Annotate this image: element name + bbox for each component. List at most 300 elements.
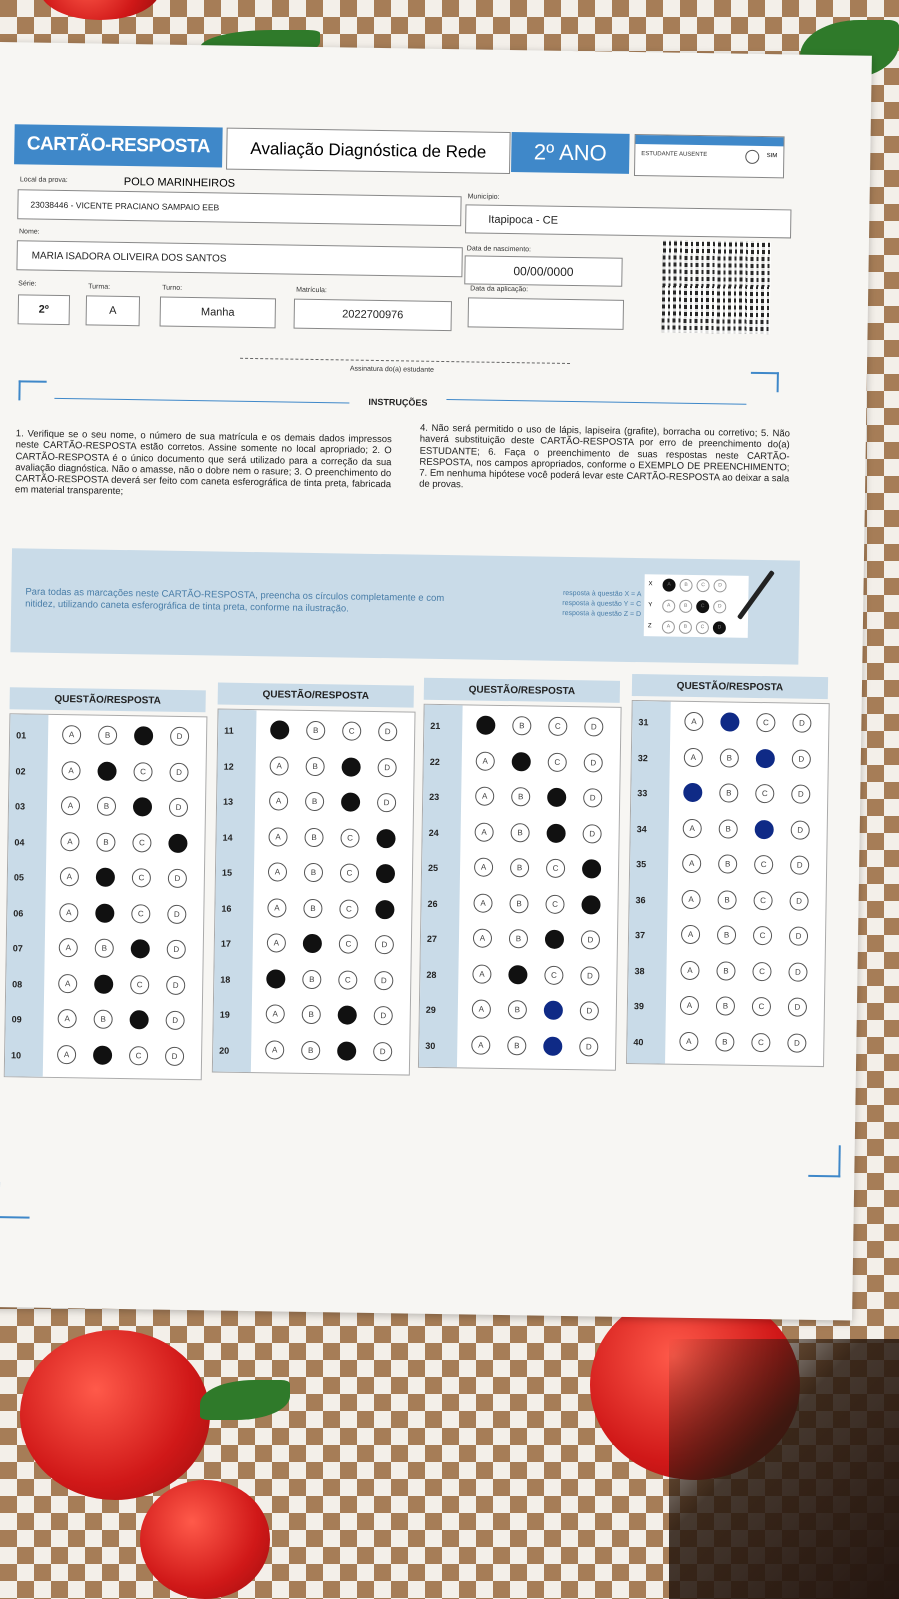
answer-bubble-d[interactable]: D xyxy=(168,869,187,888)
question-number: 29 xyxy=(425,1004,436,1015)
question-row xyxy=(420,957,617,996)
question-number: 02 xyxy=(15,765,26,776)
answer-bubble-a[interactable]: A xyxy=(270,756,289,775)
instructions-right: 4. Não será permitido o uso de lápis, lapiseira (grafite), borracha ou corretivo; 5. Não haverá substituição deste CARTÃO-RESPOSTA por erro de preenchimento do(a) ESTUDANTE; 6. Faça o preenchimento de suas respostas neste CARTÃO-RESPOSTA, nos campos apropriados, conforme o EXEMPLO DE PREENCHIMENTO; 7. Em nenhuma hipótese você poderá levar este CARTÃO-RESPOSTA ao deixar a sala de provas. xyxy=(419,422,791,491)
serie-field xyxy=(18,294,70,325)
answer-bubble-c[interactable]: C xyxy=(339,934,358,953)
question-row xyxy=(630,812,827,851)
answer-bubble-c[interactable]: C xyxy=(544,965,563,984)
answer-bubble-b[interactable]: B xyxy=(717,890,736,909)
answer-bubble-c[interactable] xyxy=(338,1005,357,1024)
corner-mark xyxy=(751,372,779,392)
example-bubble: B xyxy=(679,620,692,633)
answer-bubble-c[interactable] xyxy=(755,819,774,838)
answer-bubble-d[interactable]: D xyxy=(167,940,186,959)
answer-bubble-d[interactable]: D xyxy=(378,758,397,777)
answer-bubble-d[interactable]: D xyxy=(166,975,185,994)
answer-bubble-a[interactable]: A xyxy=(267,933,286,952)
answer-bubble-b[interactable]: B xyxy=(512,716,531,735)
answer-bubble-b[interactable]: B xyxy=(509,929,528,948)
answer-bubble-a[interactable]: A xyxy=(475,822,494,841)
answer-bubble-a[interactable]: A xyxy=(62,725,81,744)
column-header: QUESTÃO/RESPOSTA xyxy=(424,678,620,703)
question-number: 07 xyxy=(12,943,23,954)
answer-bubble-a[interactable]: A xyxy=(681,925,700,944)
answer-bubble-a[interactable] xyxy=(683,783,702,802)
answer-bubble-c[interactable] xyxy=(130,1010,149,1029)
answer-bubble-d[interactable] xyxy=(581,895,600,914)
answer-bubble-c[interactable]: C xyxy=(340,863,359,882)
answer-bubble-d[interactable]: D xyxy=(167,904,186,923)
school-value: 23038446 - VICENTE PRACIANO SAMPAIO EEB xyxy=(30,199,220,213)
answer-bubble-d[interactable]: D xyxy=(377,793,396,812)
answer-bubble-a[interactable]: A xyxy=(684,747,703,766)
example-bubble: D xyxy=(713,600,726,613)
answer-bubble-b[interactable]: B xyxy=(306,721,325,740)
example-bubble: C xyxy=(696,579,709,592)
question-row xyxy=(8,825,205,864)
matricula-value: 2022700976 xyxy=(342,308,404,322)
answer-bubble-a[interactable]: A xyxy=(59,903,78,922)
question-row xyxy=(627,1024,824,1063)
answer-bubble-b[interactable]: B xyxy=(716,996,735,1015)
answer-bubble-d[interactable]: D xyxy=(789,891,808,910)
question-number: 27 xyxy=(426,933,438,944)
answer-bubble-c[interactable] xyxy=(544,1001,563,1020)
question-number: 39 xyxy=(633,1001,645,1012)
nome-label: Nome: xyxy=(18,228,40,236)
question-number: 17 xyxy=(220,938,231,949)
example-text: Para todas as marcações neste CARTÃO-RESPOSTA, preencha os círculos completamente e com nitidez, utilizando caneta esferográfica de tinta preta, conforme na ilustração. xyxy=(25,586,445,615)
answer-bubble-d[interactable]: D xyxy=(579,1037,598,1056)
answer-column xyxy=(418,704,622,1071)
nasc-label: Data de nascimento: xyxy=(466,245,532,254)
answer-bubble-c[interactable]: C xyxy=(752,961,771,980)
answer-bubble-b[interactable]: B xyxy=(509,894,528,913)
answer-bubble-d[interactable] xyxy=(582,859,601,878)
question-row xyxy=(214,962,411,1001)
example-grid xyxy=(644,574,749,638)
question-number: 37 xyxy=(634,930,646,941)
answer-bubble-b[interactable] xyxy=(93,1045,112,1064)
turno-label: Turno: xyxy=(162,284,183,292)
question-number: 33 xyxy=(637,788,648,799)
question-number: 18 xyxy=(220,974,231,985)
question-row xyxy=(628,953,825,992)
answer-bubble-b[interactable]: B xyxy=(304,827,323,846)
answer-bubble-d[interactable]: D xyxy=(788,997,807,1016)
example-row-label: Z xyxy=(647,623,652,630)
question-row xyxy=(423,744,620,783)
answer-bubble-c[interactable]: C xyxy=(130,975,149,994)
answer-bubble-a[interactable]: A xyxy=(266,1004,285,1023)
answer-bubble-c[interactable]: C xyxy=(545,894,564,913)
answer-bubble-b[interactable] xyxy=(303,934,322,953)
answer-bubble-a[interactable]: A xyxy=(472,1000,491,1019)
answer-bubble-c[interactable]: C xyxy=(131,904,150,923)
answer-bubble-b[interactable]: B xyxy=(303,898,322,917)
answer-bubble-a[interactable] xyxy=(476,716,495,735)
question-row xyxy=(630,847,827,886)
question-number: 04 xyxy=(14,836,25,847)
answer-bubble-c[interactable]: C xyxy=(752,997,771,1016)
question-row xyxy=(217,785,414,824)
answer-bubble-b[interactable]: B xyxy=(305,792,324,811)
answer-bubble-d[interactable]: D xyxy=(169,762,188,781)
question-row xyxy=(5,1002,202,1041)
question-number: 24 xyxy=(428,827,439,838)
example-row xyxy=(644,616,748,638)
absent-checkbox[interactable] xyxy=(745,150,759,164)
question-row xyxy=(10,718,207,757)
answer-bubble-c[interactable]: C xyxy=(548,717,567,736)
corner-mark xyxy=(808,1145,840,1177)
turma-label: Turma: xyxy=(88,283,111,291)
column-header: QUESTÃO/RESPOSTA xyxy=(218,683,414,708)
answer-bubble-d[interactable]: D xyxy=(582,824,601,843)
answer-bubble-b[interactable] xyxy=(508,965,527,984)
answer-bubble-d[interactable]: D xyxy=(169,798,188,817)
answer-bubble-c[interactable]: C xyxy=(129,1046,148,1065)
answer-bubble-d[interactable]: D xyxy=(580,1001,599,1020)
municipio-field xyxy=(465,204,791,238)
answer-bubble-c[interactable]: C xyxy=(132,868,151,887)
matricula-field xyxy=(294,299,452,331)
question-row xyxy=(421,886,618,925)
question-row xyxy=(632,741,829,780)
answer-bubble-d[interactable] xyxy=(168,833,187,852)
question-row xyxy=(9,754,206,793)
local-label: Local da prova: xyxy=(19,176,68,185)
answer-bubble-b[interactable]: B xyxy=(301,1040,320,1059)
question-number: 12 xyxy=(223,761,234,772)
question-number: 14 xyxy=(222,832,233,843)
serie-value: 2º xyxy=(38,303,49,316)
answer-bubble-c[interactable]: C xyxy=(753,890,772,909)
answer-bubble-a[interactable]: A xyxy=(473,929,492,948)
answer-bubble-a[interactable]: A xyxy=(471,1035,490,1054)
answer-bubble-b[interactable]: B xyxy=(97,797,116,816)
answer-bubble-d[interactable]: D xyxy=(378,722,397,741)
question-number: 31 xyxy=(638,717,649,728)
answer-bubble-a[interactable]: A xyxy=(268,862,287,881)
answer-bubble-d[interactable]: D xyxy=(373,1041,392,1060)
answer-bubble-d[interactable]: D xyxy=(788,962,807,981)
answer-bubble-a[interactable]: A xyxy=(58,974,77,993)
answer-bubble-a[interactable]: A xyxy=(683,818,702,837)
question-row xyxy=(215,926,412,965)
answer-bubble-b[interactable]: B xyxy=(94,1010,113,1029)
answer-column xyxy=(626,700,830,1067)
answer-bubble-b[interactable]: B xyxy=(510,858,529,877)
instructions-rule xyxy=(54,398,349,404)
exam-title: Avaliação Diagnóstica de Rede xyxy=(226,128,511,174)
question-number: 20 xyxy=(219,1045,230,1056)
card-label: CARTÃO-RESPOSTA xyxy=(14,124,223,167)
answer-bubble-a[interactable]: A xyxy=(473,893,492,912)
absent-box-top xyxy=(635,135,783,146)
answer-bubble-c[interactable]: C xyxy=(546,859,565,878)
answer-bubble-c[interactable]: C xyxy=(548,752,567,771)
answer-bubble-a[interactable]: A xyxy=(681,889,700,908)
answer-sheet xyxy=(0,42,872,1321)
question-number: 38 xyxy=(634,965,645,976)
question-number: 36 xyxy=(635,894,646,905)
answer-bubble-b[interactable]: B xyxy=(715,1032,734,1051)
answer-bubble-a[interactable]: A xyxy=(59,938,78,957)
absent-label: ESTUDANTE AUSENTE xyxy=(641,151,708,159)
qr-code xyxy=(662,240,771,334)
corner-mark xyxy=(18,380,46,400)
answer-bubble-d[interactable] xyxy=(375,900,394,919)
nasc-field xyxy=(464,255,622,286)
answer-bubble-d[interactable]: D xyxy=(374,970,393,989)
question-row xyxy=(215,891,412,930)
column-header: QUESTÃO/RESPOSTA xyxy=(632,674,828,699)
question-row xyxy=(419,1028,616,1067)
example-row xyxy=(644,574,748,596)
answer-bubble-a[interactable]: A xyxy=(267,898,286,917)
answer-bubble-a[interactable]: A xyxy=(474,858,493,877)
nome-value: MARIA ISADORA OLIVEIRA DOS SANTOS xyxy=(31,250,227,265)
answer-bubble-b[interactable]: B xyxy=(306,756,325,775)
school-field xyxy=(17,189,461,226)
answer-column xyxy=(212,708,416,1075)
answer-bubble-b[interactable] xyxy=(96,868,115,887)
answer-column xyxy=(4,713,208,1080)
answer-bubble-d[interactable]: D xyxy=(791,785,810,804)
example-line: resposta à questão Z = D xyxy=(562,609,642,619)
question-row xyxy=(632,705,829,744)
question-number: 03 xyxy=(14,801,26,812)
question-number: 10 xyxy=(11,1049,22,1060)
answer-bubble-c[interactable]: C xyxy=(340,828,359,847)
answer-bubble-b[interactable]: B xyxy=(511,787,530,806)
question-row xyxy=(422,815,619,854)
answer-bubble-c[interactable] xyxy=(546,823,565,842)
question-row xyxy=(424,709,621,748)
answer-bubble-b[interactable]: B xyxy=(716,961,735,980)
answer-bubble-b[interactable]: B xyxy=(304,863,323,882)
answer-bubble-c[interactable] xyxy=(545,930,564,949)
question-row xyxy=(9,789,206,828)
answer-bubble-d[interactable]: D xyxy=(787,1033,806,1052)
answer-bubble-c[interactable]: C xyxy=(755,784,774,803)
absent-option: SIM xyxy=(766,153,778,160)
answer-bubble-a[interactable] xyxy=(266,969,285,988)
answer-bubble-c[interactable] xyxy=(547,788,566,807)
answer-bubble-d[interactable]: D xyxy=(583,788,602,807)
question-number: 13 xyxy=(223,796,234,807)
question-number: 21 xyxy=(430,720,441,732)
question-row xyxy=(421,922,618,961)
answer-bubble-a[interactable]: A xyxy=(61,796,80,815)
answer-bubble-c[interactable]: C xyxy=(753,926,772,945)
tomato-pattern xyxy=(20,1330,210,1500)
answer-bubble-b[interactable]: B xyxy=(719,819,738,838)
answer-bubble-b[interactable] xyxy=(94,974,113,993)
answer-bubble-c[interactable] xyxy=(756,748,775,767)
question-row xyxy=(7,896,204,935)
answer-bubble-b[interactable]: B xyxy=(508,1000,527,1019)
answer-bubble-b[interactable] xyxy=(95,903,114,922)
example-bubble: B xyxy=(679,578,692,591)
turma-value: A xyxy=(109,304,117,317)
answer-bubble-b[interactable]: B xyxy=(95,939,114,958)
answer-bubble-a[interactable]: A xyxy=(57,1045,76,1064)
example-band xyxy=(10,548,800,664)
answer-bubble-a[interactable]: A xyxy=(265,1040,284,1059)
answer-bubble-b[interactable]: B xyxy=(719,783,738,802)
shadow xyxy=(669,1339,899,1599)
answer-bubble-c[interactable]: C xyxy=(133,762,152,781)
answer-bubble-b[interactable]: B xyxy=(96,832,115,851)
answer-bubble-d[interactable]: D xyxy=(584,753,603,772)
question-number: 19 xyxy=(219,1009,230,1020)
grade-badge: 2º ANO xyxy=(511,132,630,174)
answer-bubble-a[interactable]: A xyxy=(679,1031,698,1050)
answer-bubble-d[interactable]: D xyxy=(790,856,809,875)
question-number: 40 xyxy=(633,1036,644,1047)
answer-bubble-a[interactable]: A xyxy=(60,832,79,851)
answer-bubble-a[interactable]: A xyxy=(680,996,699,1015)
question-number: 06 xyxy=(13,907,24,918)
corner-mark xyxy=(0,1182,30,1218)
example-line: resposta à questão X = A xyxy=(562,589,642,599)
answer-bubble-c[interactable]: C xyxy=(756,713,775,732)
answer-bubble-a[interactable]: A xyxy=(476,751,495,770)
answer-bubble-c[interactable] xyxy=(342,757,361,776)
answer-bubble-b[interactable]: B xyxy=(717,925,736,944)
answer-bubble-a[interactable] xyxy=(270,720,289,739)
answer-bubble-c[interactable]: C xyxy=(132,833,151,852)
answer-bubble-c[interactable]: C xyxy=(339,899,358,918)
question-row xyxy=(5,1038,202,1077)
example-bubble: D xyxy=(713,621,726,634)
question-row xyxy=(8,860,205,899)
municipio-value: Itapipoca - CE xyxy=(488,213,559,227)
answer-bubble-b[interactable]: B xyxy=(720,748,739,767)
answer-bubble-b[interactable]: B xyxy=(98,726,117,745)
answer-bubble-d[interactable]: D xyxy=(584,717,603,736)
tomato-pattern xyxy=(140,1480,270,1599)
answer-bubble-a[interactable]: A xyxy=(682,854,701,873)
question-row xyxy=(422,851,619,890)
answer-bubble-b[interactable] xyxy=(720,712,739,731)
answer-bubble-d[interactable]: D xyxy=(375,935,394,954)
example-row-label: Y xyxy=(648,602,653,609)
municipio-label: Município: xyxy=(467,193,500,201)
answer-bubble-c[interactable] xyxy=(131,939,150,958)
turma-field xyxy=(86,295,140,326)
answer-bubble-d[interactable]: D xyxy=(792,749,811,768)
question-number: 05 xyxy=(13,872,24,883)
signature-line[interactable] xyxy=(240,358,570,364)
turno-value: Manha xyxy=(200,306,235,319)
answer-bubble-b[interactable]: B xyxy=(511,823,530,842)
answer-bubble-b[interactable]: B xyxy=(302,1005,321,1024)
answer-bubble-d[interactable]: D xyxy=(580,966,599,985)
question-row xyxy=(216,855,413,894)
answer-bubble-b[interactable] xyxy=(512,752,531,771)
answer-bubble-a[interactable]: A xyxy=(472,964,491,983)
answer-bubble-c[interactable]: C xyxy=(754,855,773,874)
answer-bubble-d[interactable]: D xyxy=(792,714,811,733)
example-bubble: A xyxy=(662,620,675,633)
question-number: 34 xyxy=(636,823,647,834)
answer-bubble-c[interactable] xyxy=(133,797,152,816)
answer-bubble-a[interactable]: A xyxy=(475,787,494,806)
question-number: 30 xyxy=(425,1040,436,1051)
answer-bubble-d[interactable]: D xyxy=(374,1006,393,1025)
column-header: QUESTÃO/RESPOSTA xyxy=(10,687,206,712)
answer-bubble-d[interactable] xyxy=(376,864,395,883)
answer-bubble-b[interactable]: B xyxy=(302,969,321,988)
turno-field xyxy=(160,297,276,329)
answer-bubble-a[interactable]: A xyxy=(60,867,79,886)
answer-bubble-d[interactable] xyxy=(376,829,395,848)
answer-bubble-b[interactable]: B xyxy=(507,1036,526,1055)
sheet-header xyxy=(14,124,785,176)
question-number: 01 xyxy=(16,730,27,741)
example-bubble: C xyxy=(696,621,709,634)
answer-bubble-c[interactable]: C xyxy=(751,1032,770,1051)
example-row xyxy=(644,595,748,617)
answer-bubble-d[interactable]: D xyxy=(165,1046,184,1065)
answer-bubble-c[interactable]: C xyxy=(338,970,357,989)
question-row xyxy=(217,749,414,788)
example-bubble: C xyxy=(696,600,709,613)
question-row xyxy=(6,931,203,970)
answer-bubble-a[interactable]: A xyxy=(684,712,703,731)
answer-bubble-b[interactable] xyxy=(97,761,116,780)
answer-bubble-c[interactable] xyxy=(543,1036,562,1055)
nome-field xyxy=(16,240,462,277)
answer-bubble-c[interactable] xyxy=(341,792,360,811)
answer-bubble-d[interactable]: D xyxy=(166,1011,185,1030)
question-number: 22 xyxy=(429,756,440,767)
answer-bubble-a[interactable]: A xyxy=(680,960,699,979)
answer-bubble-c[interactable] xyxy=(134,726,153,745)
answer-bubble-d[interactable]: D xyxy=(791,820,810,839)
signature-label: Assinatura do(a) estudante xyxy=(349,365,435,374)
answer-bubble-d[interactable]: D xyxy=(789,927,808,946)
example-bubble: B xyxy=(679,599,692,612)
question-number: 25 xyxy=(428,862,439,873)
question-number: 35 xyxy=(636,859,647,870)
nasc-value: 00/00/0000 xyxy=(513,263,574,279)
answer-bubble-c[interactable] xyxy=(337,1041,356,1060)
answer-bubble-a[interactable]: A xyxy=(269,791,288,810)
question-number: 28 xyxy=(426,969,437,980)
answer-bubble-d[interactable]: D xyxy=(581,930,600,949)
answer-bubble-a[interactable]: A xyxy=(61,761,80,780)
aplicacao-field[interactable] xyxy=(468,297,624,329)
answer-bubble-a[interactable]: A xyxy=(268,827,287,846)
question-number: 15 xyxy=(221,867,233,878)
question-row xyxy=(629,918,826,957)
answer-bubble-b[interactable]: B xyxy=(718,854,737,873)
question-row xyxy=(213,1033,410,1072)
question-number: 26 xyxy=(427,898,438,909)
question-row xyxy=(423,780,620,819)
question-number: 32 xyxy=(637,752,648,763)
question-number: 09 xyxy=(11,1014,22,1025)
answer-bubble-d[interactable]: D xyxy=(170,727,189,746)
answer-bubble-a[interactable]: A xyxy=(58,1009,77,1028)
example-bubble: D xyxy=(713,579,726,592)
answer-bubble-c[interactable]: C xyxy=(342,721,361,740)
